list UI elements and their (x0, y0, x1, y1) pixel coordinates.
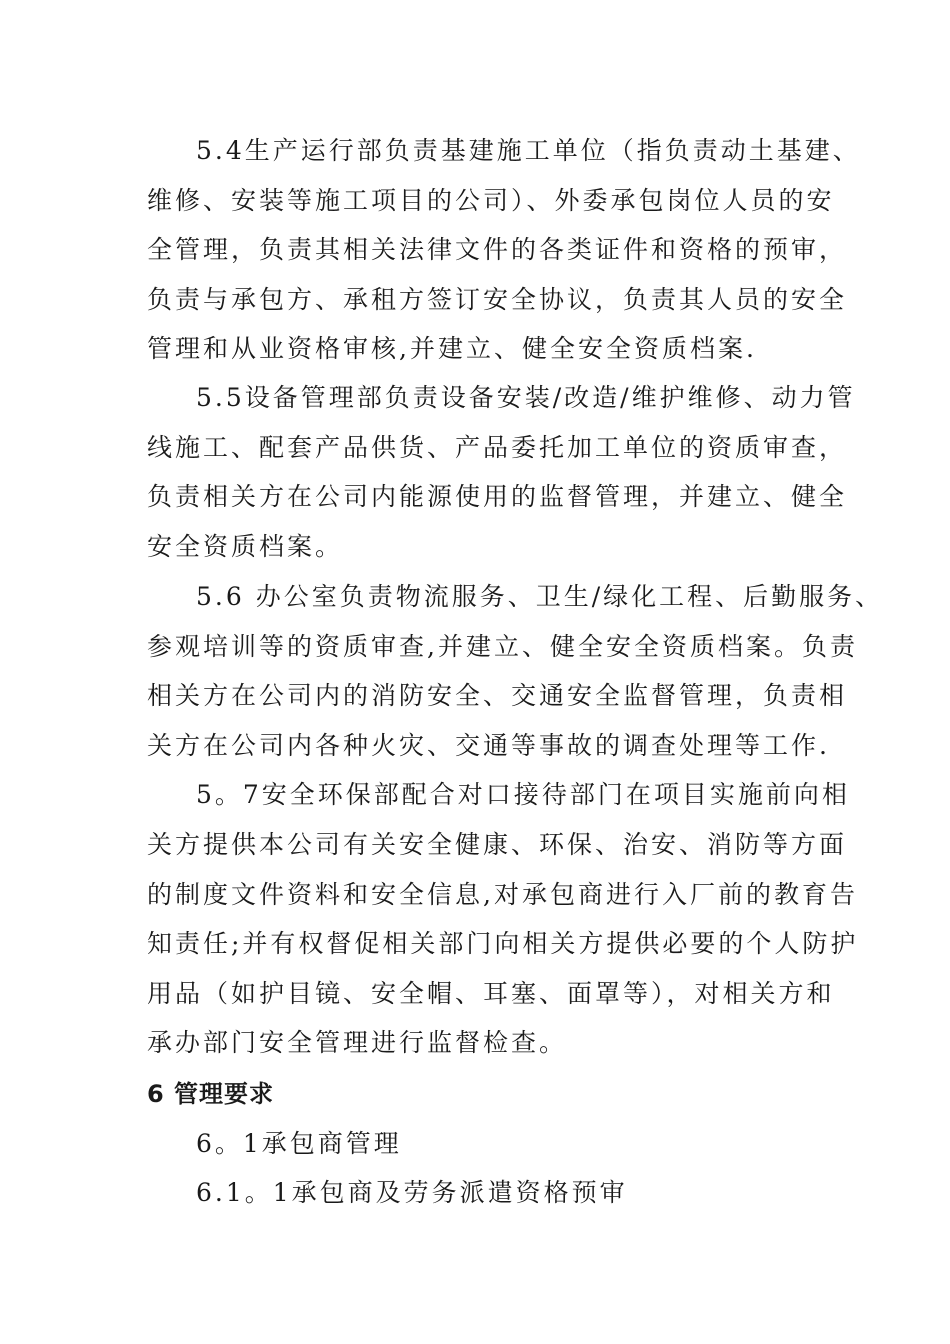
para-5-6-line-2: 参观培训等的资质审查,并建立、健全安全资质档案。负责 (147, 632, 858, 661)
para-5-5-line-1: 5.5设备管理部负责设备安装/改造/维护维修、动力管 (196, 383, 856, 412)
para-5-5-line-4: 安全资质档案。 (147, 532, 344, 561)
subsection-6-1-1: 6.1。1承包商及劳务派遣资格预审 (196, 1178, 628, 1207)
para-5-4-line-3: 全管理，负责其相关法律文件的各类证件和资格的预审， (147, 235, 848, 264)
para-5-7-line-1: 5。7安全环保部配合对口接待部门在项目实施前向相 (196, 780, 850, 809)
para-5-4-line-2: 维修、安装等施工项目的公司）、外委承包岗位人员的安 (147, 186, 835, 215)
section-heading-6: 6 管理要求 (147, 1080, 275, 1108)
para-5-7-line-2: 关方提供本公司有关安全健康、环保、治安、消防等方面 (147, 830, 848, 859)
para-5-7-line-5: 用品（如护目镜、安全帽、耳塞、面罩等），对相关方和 (147, 979, 835, 1008)
para-5-7-line-4: 知责任;并有权督促相关部门向相关方提供必要的个人防护 (147, 929, 859, 958)
para-5-6-line-3: 相关方在公司内的消防安全、交通安全监督管理，负责相 (147, 681, 848, 710)
para-5-5-line-2: 线施工、配套产品供货、产品委托加工单位的资质审查， (147, 433, 848, 462)
para-5-7-line-6: 承办部门安全管理进行监督检查。 (147, 1028, 568, 1057)
para-5-7-line-3: 的制度文件资料和安全信息,对承包商进行入厂前的教育告 (147, 880, 858, 909)
para-5-4-line-4: 负责与承包方、承租方签订安全协议，负责其人员的安全 (147, 285, 848, 314)
subsection-6-1: 6。1承包商管理 (196, 1129, 402, 1158)
para-5-4-line-5: 管理和从业资格审核,并建立、健全安全资质档案. (147, 334, 757, 363)
para-5-5-line-3: 负责相关方在公司内能源使用的监督管理，并建立、健全 (147, 482, 848, 511)
para-5-4-line-1: 5.4生产运行部负责基建施工单位（指负责动土基建、 (196, 136, 861, 165)
para-5-6-line-1: 5.6 办公室负责物流服务、卫生/绿化工程、后勤服务、 (196, 582, 884, 611)
para-5-6-line-4: 关方在公司内各种火灾、交通等事故的调查处理等工作. (147, 731, 830, 760)
